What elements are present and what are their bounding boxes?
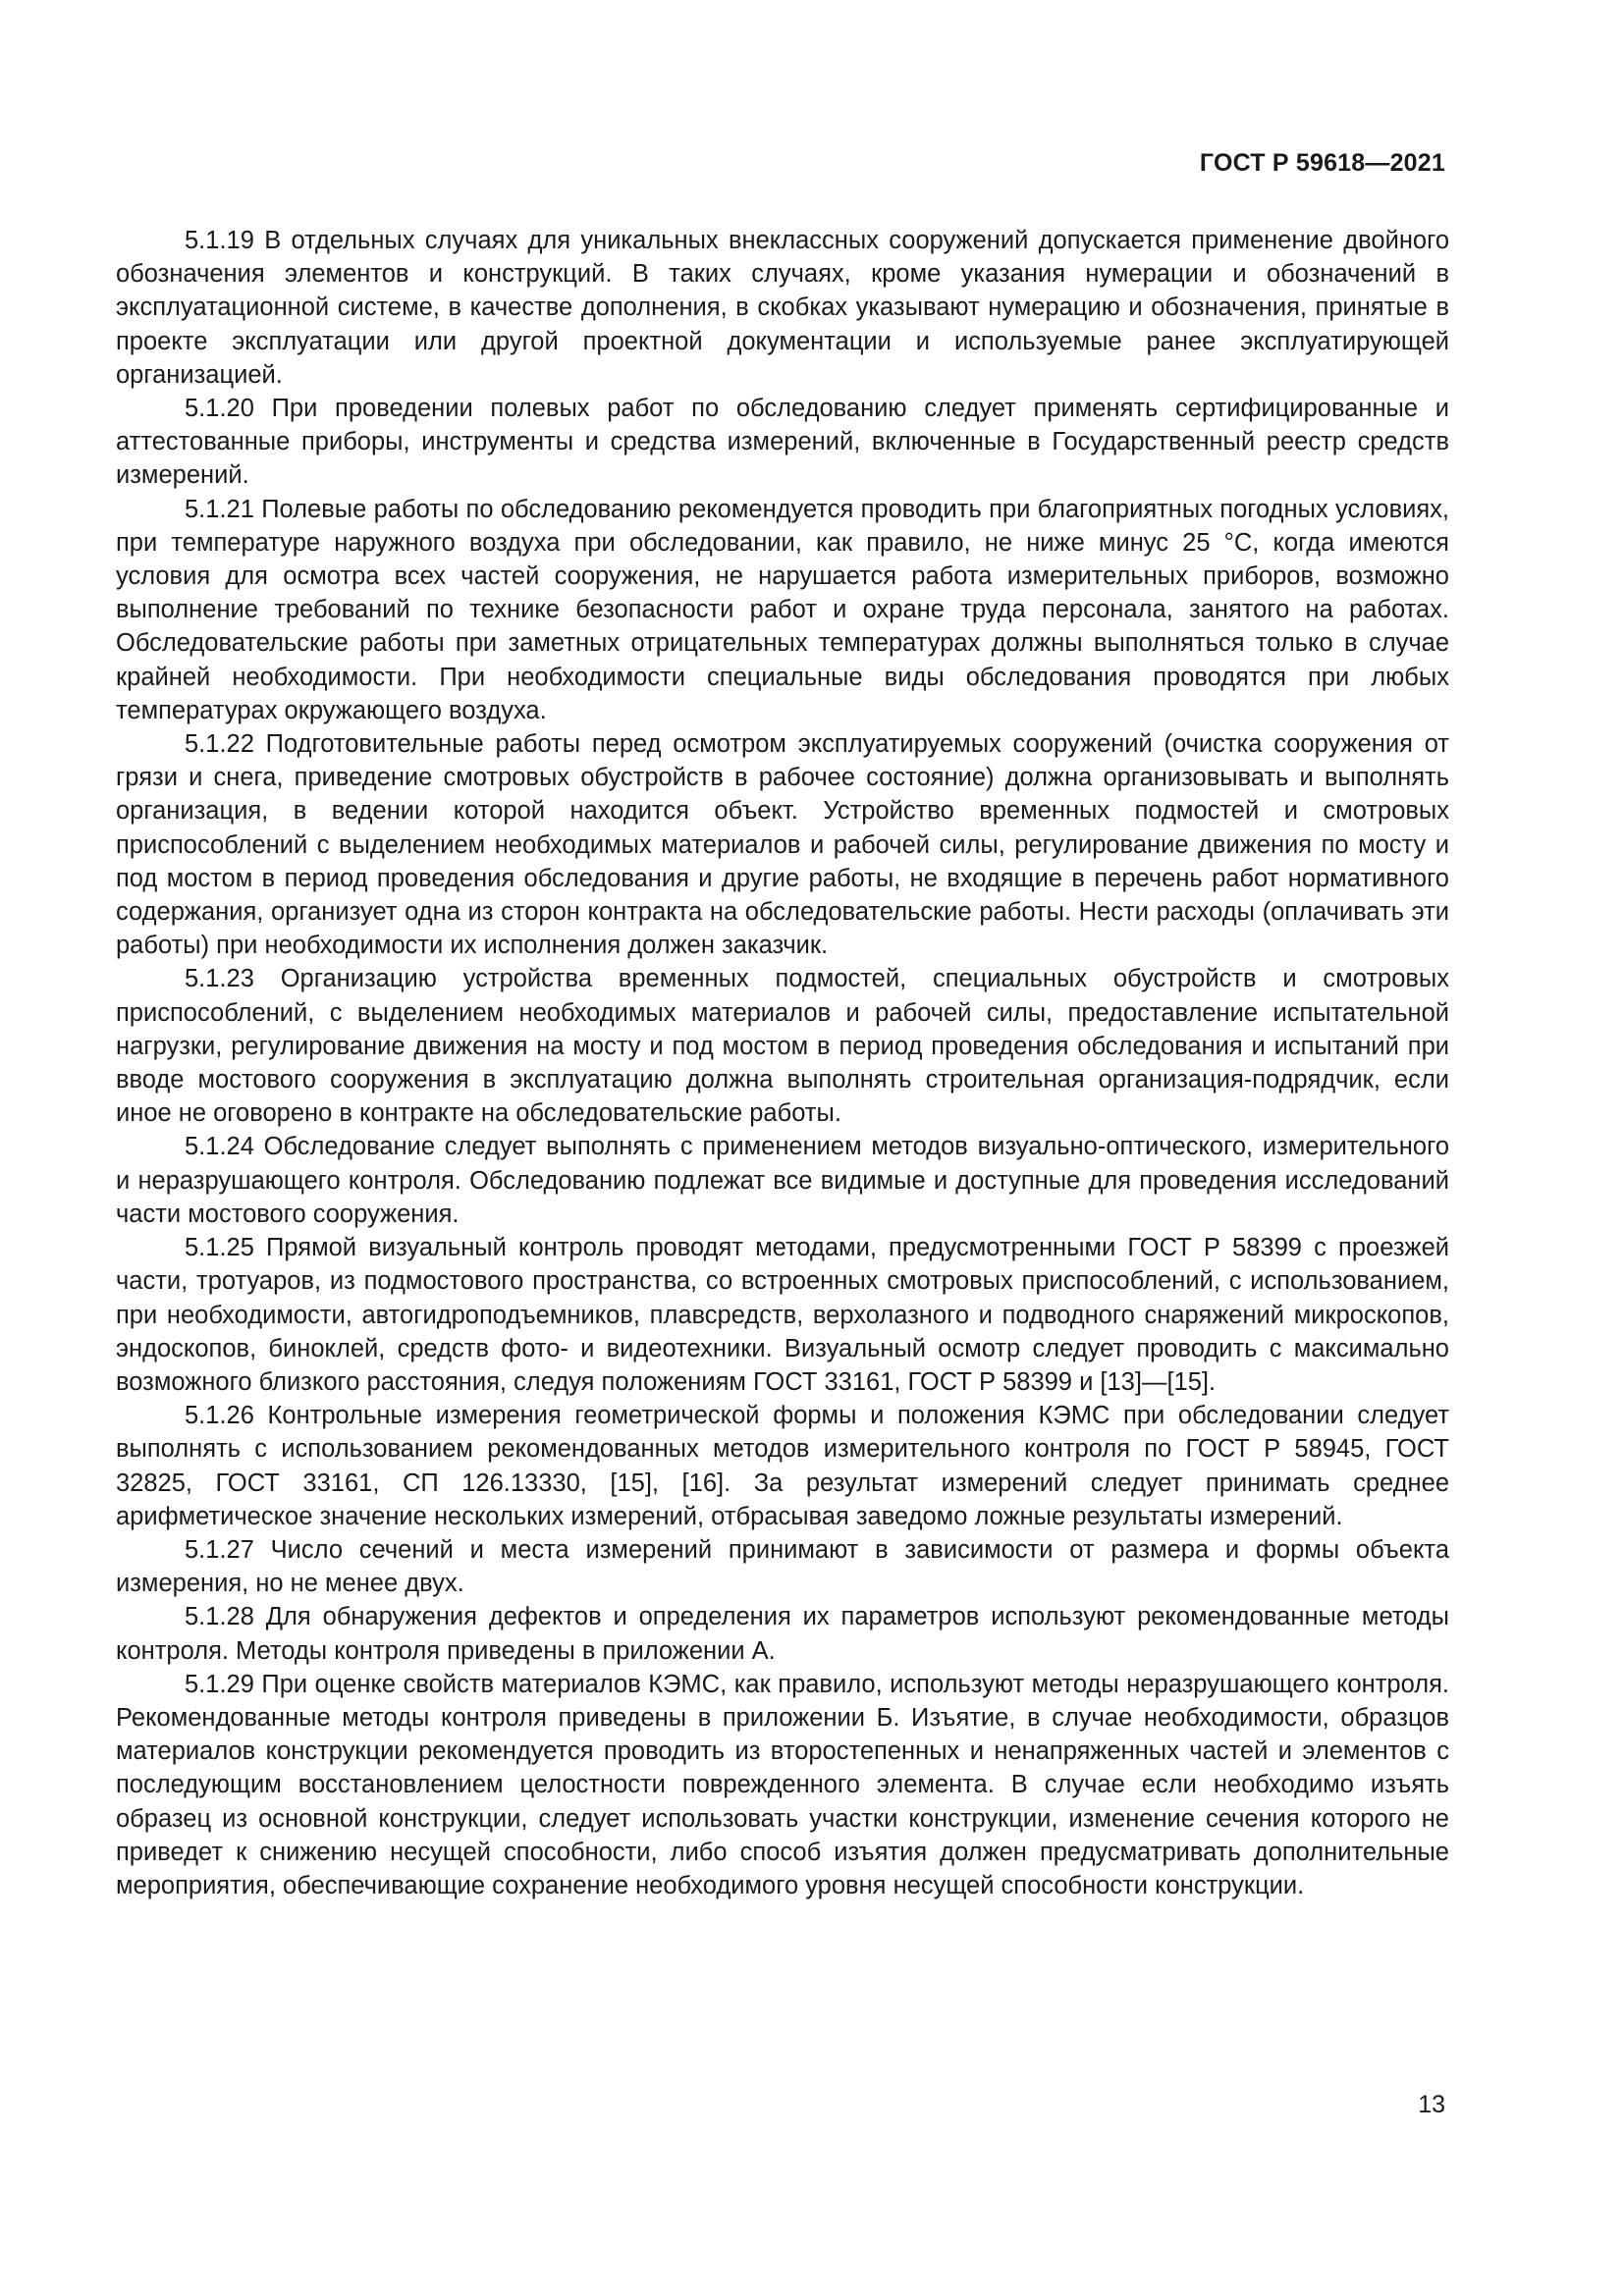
paragraph-5-1-24: 5.1.24 Обследование следует выполнять с применением методов визуально-оптического, измерительного и неразрушающего контроля. Обследованию подлежат все видимые и доступные для проведения исследований части мостового сооружения. — [116, 1133, 1449, 1228]
paragraph-5-1-25: 5.1.25 Прямой визуальный контроль проводят методами, предусмотренными ГОСТ Р 58399 с проезжей части, тротуаров, из подмостового пространства, со встроенных смотровых приспособлений, с использованием, при необходимости, автогидроподъемников, плавсредств, верхолазного и подводного снаряжений микроскопов, эндоскопов, биноклей, средств фото- и видеотехники. Визуальный осмотр следует проводить с максимально возможного близкого расстояния, следуя положениям ГОСТ 33161, ГОСТ Р 58399 и [13]—[15]. — [116, 1234, 1449, 1396]
paragraph-5-1-23: 5.1.23 Организацию устройства временных подмостей, специальных обустройств и смотровых приспособлений, с выделением необходимых материалов и рабочей силы, предоставление испытательной нагрузки, регулирование движения на мосту и под мостом в период проведения обследования и испытаний при вводе мостового сооружения в эксплуатацию должна выполнять строительная организация-подрядчик, если иное не оговорено в контракте на обследовательские работы. — [116, 965, 1449, 1128]
paragraph-5-1-20: 5.1.20 При проведении полевых работ по обследованию следует применять сертифицированные и аттестованные приборы, инструменты и средства измерений, включенные в Государственный реестр средств измерений. — [116, 395, 1449, 490]
document-header: ГОСТ Р 59618—2021 — [1199, 149, 1445, 177]
page-number: 13 — [1418, 2091, 1445, 2118]
paragraph-5-1-21: 5.1.21 Полевые работы по обследованию рекомендуется проводить при благоприятных погодных условиях, при температуре наружного воздуха при обследовании, как правило, не ниже минус 25 °С, когда имеются условия для осмотра всех частей сооружения, не нарушается работа измерительных приборов, возможно выполнение требований по технике безопасности работ и охране труда персонала, занятого на работах. Обследовательские работы при заметных отрицательных температурах должны выполняться только в случае крайней необходимости. При необходимости специальные виды обследования проводятся при любых температурах окружающего воздуха. — [116, 495, 1449, 724]
paragraph-5-1-26: 5.1.26 Контрольные измерения геометрической формы и положения КЭМС при обследовании следует выполнять с использованием рекомендованных методов измерительного контроля по ГОСТ Р 58945, ГОСТ 32825, ГОСТ 33161, СП 126.13330, [15], [16]. За результат измерений следует принимать среднее арифметическое значение нескольких измерений, отбрасывая заведомо ложные результаты измерений. — [116, 1402, 1449, 1530]
document-body — [116, 224, 1449, 1902]
paragraph-5-1-27: 5.1.27 Число сечений и места измерений принимают в зависимости от размера и формы объекта измерения, но не менее двух. — [116, 1535, 1449, 1598]
paragraph-5-1-22: 5.1.22 Подготовительные работы перед осмотром эксплуатируемых сооружений (очистка сооружения от грязи и снега, приведение смотровых обустройств в рабочее состояние) должна организовывать и выполнять организация, в ведении которой находится объект. Устройство временных подмостей и смотровых приспособлений с выделением необходимых материалов и рабочей силы, регулирование движения по мосту и под мостом в период проведения обследования и другие работы, не входящие в перечень работ нормативного содержания, организует одна из сторон контракта на обследовательские работы. Нести расходы (оплачивать эти работы) при необходимости их исполнения должен заказчик. — [116, 730, 1449, 960]
paragraph-5-1-29: 5.1.29 При оценке свойств материалов КЭМС, как правило, используют методы неразрушающего контроля. Рекомендованные методы контроля приведены в приложении Б. Изъятие, в случае необходимости, образцов материалов конструкции рекомендуется проводить из второстепенных и ненапряженных частей и элементов с последующим восстановлением целостности поврежденного элемента. В случае если необходимо изъять образец из основной конструкции, следует использовать участки конструкции, изменение сечения которого не приведет к снижению несущей способности, либо способ изъятия должен предусматривать дополнительные мероприятия, обеспечивающие сохранение необходимого уровня несущей способности конструкции. — [116, 1670, 1449, 1899]
paragraph-5-1-28: 5.1.28 Для обнаружения дефектов и определения их параметров используют рекомендованные методы контроля. Методы контроля приведены в приложении А. — [116, 1603, 1449, 1665]
paragraph-5-1-19: 5.1.19 В отдельных случаях для уникальных внеклассных сооружений допускается применение двойного обозначения элементов и конструкций. В таких случаях, кроме указания нумерации и обозначений в эксплуатационной системе, в качестве дополнения, в скобках указывают нумерацию и обозначения, принятые в проекте эксплуатации или другой проектной документации и используемые ранее эксплуатирующей организацией. — [116, 227, 1449, 389]
